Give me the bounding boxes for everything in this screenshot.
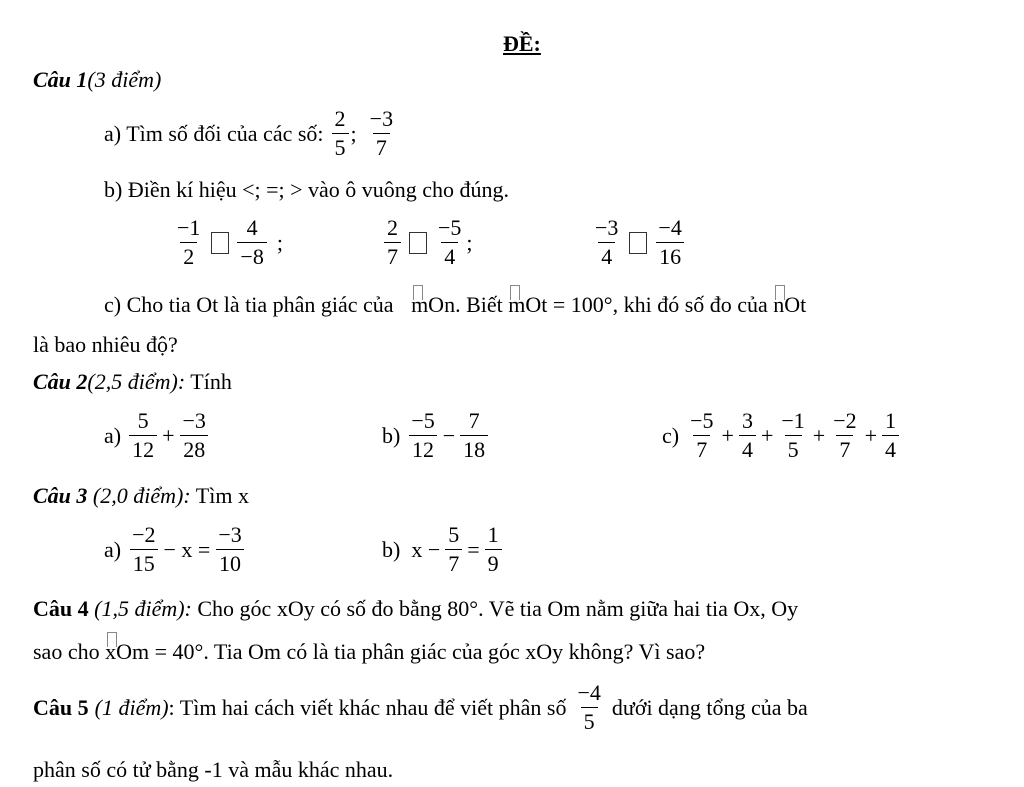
q3a-label: a) xyxy=(104,536,122,562)
answer-box[interactable] xyxy=(629,232,647,254)
den: 9 xyxy=(485,549,502,575)
num: −5 xyxy=(438,215,462,240)
q1b-compare-3 xyxy=(590,217,687,268)
q2-points: (2,5 điểm): xyxy=(87,369,186,394)
operator: + xyxy=(760,422,774,448)
answer-box[interactable] xyxy=(211,232,229,254)
q1a-fraction-2 xyxy=(367,108,396,159)
q3-heading xyxy=(33,482,249,510)
num: −3 xyxy=(182,408,206,433)
fraction xyxy=(129,524,158,575)
num: 5 xyxy=(137,408,149,433)
q1a-f1-den: 5 xyxy=(332,133,349,159)
operator: + xyxy=(162,422,175,448)
angle-label: nOt xyxy=(773,292,807,317)
page-title: ĐỀ: xyxy=(503,31,541,56)
answer-box[interactable] xyxy=(409,232,427,254)
num: 4 xyxy=(246,215,258,240)
angle-mark-icon xyxy=(775,285,785,300)
q2-label: Câu 2 xyxy=(33,369,88,394)
end-mark: ; xyxy=(276,229,283,255)
operator: + xyxy=(864,422,878,448)
num: −3 xyxy=(595,215,619,240)
den: 15 xyxy=(130,549,158,575)
q1-points: (3 điểm) xyxy=(87,67,162,92)
den: 7 xyxy=(384,242,401,268)
den: 16 xyxy=(656,242,684,268)
q1a-f2-den: 7 xyxy=(373,133,390,159)
num: 1 xyxy=(885,408,897,433)
q4-points: (1,5 điểm): xyxy=(94,596,192,621)
num: 2 xyxy=(387,215,398,240)
operator: − xyxy=(442,422,456,448)
angle-mark-icon xyxy=(413,285,423,300)
q3-part-a xyxy=(104,524,247,575)
angle-label: xOm xyxy=(105,639,150,664)
num: −1 xyxy=(177,215,201,240)
q3-task: Tìm x xyxy=(195,483,249,508)
operator: + xyxy=(812,422,826,448)
den: 4 xyxy=(598,242,615,268)
q1-heading xyxy=(33,66,161,94)
q1c-text2: . Biết xyxy=(455,292,503,317)
q5-text1a: : Tìm hai cách viết khác nhau để viết phân số xyxy=(168,694,567,720)
q5-fraction xyxy=(574,682,603,733)
angle-mark-icon xyxy=(107,632,117,647)
fraction xyxy=(129,410,157,461)
den: 28 xyxy=(180,435,208,461)
angle-mon xyxy=(411,291,455,319)
q4-equation: = 40° xyxy=(154,639,204,664)
fraction xyxy=(460,410,488,461)
operator: = xyxy=(467,536,480,562)
q2-heading xyxy=(33,368,232,396)
angle-not xyxy=(773,291,806,319)
q4-line1 xyxy=(33,595,798,623)
num: −3 xyxy=(218,522,242,547)
num: −4 xyxy=(577,680,601,705)
q2c-label: c) xyxy=(662,422,680,448)
q1a-separator: ; xyxy=(350,120,357,146)
angle-xom xyxy=(105,638,149,666)
num: −5 xyxy=(690,408,714,433)
den: −8 xyxy=(237,242,266,268)
num: −2 xyxy=(132,522,156,547)
den: 7 xyxy=(836,435,853,461)
q1c-text1: c) Cho tia Ot là tia phân giác của xyxy=(104,292,394,317)
q1a-text: a) Tìm số đối của các số: xyxy=(104,120,324,146)
q1b-3-right xyxy=(655,217,684,268)
q5-label: Câu 5 xyxy=(33,694,89,720)
den: 2 xyxy=(180,242,197,268)
num: 3 xyxy=(741,408,753,433)
q1b-compare-2 xyxy=(382,217,473,268)
q2-part-c xyxy=(662,410,901,461)
den: 4 xyxy=(882,435,899,461)
q1c-text3: , khi đó số đo của xyxy=(612,292,768,317)
den: 7 xyxy=(693,435,710,461)
num: −2 xyxy=(833,408,857,433)
angle-mark-icon xyxy=(510,285,520,300)
q1-part-c xyxy=(104,291,806,319)
den: 7 xyxy=(445,549,462,575)
q1b-1-left xyxy=(174,217,203,268)
q3-part-b xyxy=(382,524,504,575)
fraction xyxy=(408,410,437,461)
q1a-f2-num: −3 xyxy=(369,106,394,131)
q2a-label: a) xyxy=(104,422,122,448)
q5-line2: phân số có tử bằng -1 và mẫu khác nhau. xyxy=(33,757,394,782)
den: 18 xyxy=(460,435,488,461)
operator: − x = xyxy=(163,536,211,562)
den: 4 xyxy=(739,435,756,461)
q1b-3-left xyxy=(592,217,621,268)
end-mark: ; xyxy=(466,229,473,255)
q4-line2 xyxy=(33,638,705,666)
q5-text1b: dưới dạng tổng của ba xyxy=(611,694,808,720)
q1b-2-left xyxy=(384,217,401,268)
q1-label: Câu 1 xyxy=(33,67,88,92)
num: −4 xyxy=(658,215,682,240)
den: 4 xyxy=(441,242,458,268)
q1-part-a xyxy=(104,108,398,159)
operator: x − xyxy=(411,536,441,562)
angle-mot xyxy=(508,291,547,319)
q4-text1: Cho góc xOy có số đo bằng 80°. Vẽ tia Om nằm giữa hai tia Ox, Oy xyxy=(197,596,799,621)
q2b-label: b) xyxy=(382,422,401,448)
num: −1 xyxy=(781,408,805,433)
q2-task: Tính xyxy=(190,369,232,394)
q5-points: (1 điểm) xyxy=(94,694,169,720)
fraction xyxy=(180,410,209,461)
q3-points: (2,0 điểm): xyxy=(92,483,191,508)
num: 5 xyxy=(448,522,460,547)
q1c-line2: là bao nhiêu độ? xyxy=(33,332,178,357)
den: 5 xyxy=(785,435,802,461)
q1c-equation: = 100° xyxy=(552,292,613,317)
num: 7 xyxy=(468,408,480,433)
fraction xyxy=(882,410,899,461)
den: 12 xyxy=(409,435,437,461)
q1a-fraction-1 xyxy=(332,108,349,159)
q3b-label: b) xyxy=(382,536,401,562)
q4-label: Câu 4 xyxy=(33,596,89,621)
fraction xyxy=(778,410,807,461)
angle-label: mOt xyxy=(508,292,548,317)
q3-label: Câu 3 xyxy=(33,483,88,508)
operator: + xyxy=(721,422,734,448)
num: 1 xyxy=(487,522,499,547)
q4-text2a: sao cho xyxy=(33,639,100,664)
angle-label: mOn xyxy=(411,292,456,317)
fraction xyxy=(485,524,502,575)
q2-part-b xyxy=(382,410,490,461)
q1b-1-right xyxy=(237,217,266,268)
q5-line1 xyxy=(33,682,808,733)
q1b-text: b) Điền kí hiệu <; =; > vào ô vuông cho đúng. xyxy=(104,177,510,202)
fraction xyxy=(687,410,716,461)
q1b-compare-1 xyxy=(172,217,283,268)
fraction xyxy=(739,410,756,461)
fraction xyxy=(830,410,859,461)
fraction xyxy=(445,524,462,575)
den: 12 xyxy=(129,435,157,461)
q1b-2-right xyxy=(435,217,464,268)
q4-text2b: . Tia Om có là tia phân giác của góc xOy không? Vì sao? xyxy=(203,639,706,664)
fraction xyxy=(215,524,244,575)
den: 10 xyxy=(216,549,244,575)
q2-part-a xyxy=(104,410,211,461)
q1a-f1-num: 2 xyxy=(334,106,346,131)
num: −5 xyxy=(411,408,435,433)
den: 5 xyxy=(581,707,598,733)
